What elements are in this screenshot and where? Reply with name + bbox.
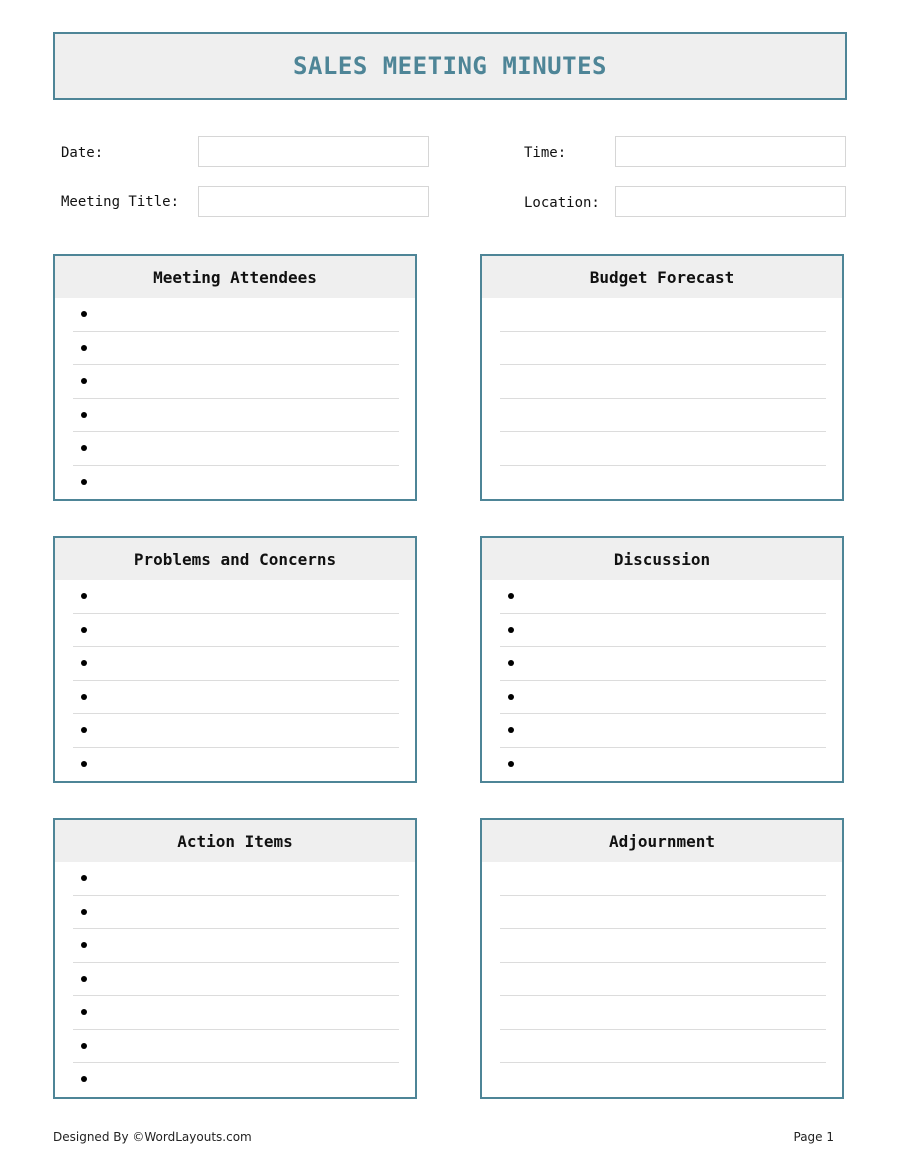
bullet-icon — [81, 761, 87, 767]
bullet-icon — [508, 593, 514, 599]
writing-line[interactable] — [500, 332, 826, 366]
list-item[interactable] — [500, 681, 826, 715]
attendees-header: Meeting Attendees — [55, 256, 415, 298]
budget-header: Budget Forecast — [482, 256, 842, 298]
bullet-icon — [81, 445, 87, 451]
adjournment-lines — [482, 862, 842, 1097]
footer-credit: Designed By ©WordLayouts.com — [53, 1130, 252, 1144]
bullet-icon — [508, 761, 514, 767]
bullet-icon — [81, 412, 87, 418]
list-item[interactable] — [73, 399, 399, 433]
writing-line[interactable] — [500, 929, 826, 963]
adjournment-panel — [480, 818, 844, 1099]
bullet-icon — [508, 660, 514, 666]
adjournment-header: Adjournment — [482, 820, 842, 862]
list-item[interactable] — [73, 963, 399, 997]
attendees-panel — [53, 254, 417, 501]
bullet-icon — [81, 694, 87, 700]
list-item[interactable] — [73, 466, 399, 500]
bullet-icon — [508, 727, 514, 733]
bullet-icon — [508, 694, 514, 700]
page-title: SALES MEETING MINUTES — [293, 52, 607, 80]
writing-line[interactable] — [500, 365, 826, 399]
action-items-header: Action Items — [55, 820, 415, 862]
list-item[interactable] — [73, 714, 399, 748]
list-item[interactable] — [500, 714, 826, 748]
budget-panel — [480, 254, 844, 501]
problems-header: Problems and Concerns — [55, 538, 415, 580]
discussion-list — [482, 580, 842, 781]
discussion-header: Discussion — [482, 538, 842, 580]
bullet-icon — [81, 378, 87, 384]
attendees-list — [55, 298, 415, 499]
list-item[interactable] — [73, 862, 399, 896]
writing-line[interactable] — [500, 862, 826, 896]
writing-line[interactable] — [500, 399, 826, 433]
bullet-icon — [81, 976, 87, 982]
page-number: Page 1 — [793, 1130, 834, 1144]
discussion-panel — [480, 536, 844, 783]
title-banner — [53, 32, 847, 100]
list-item[interactable] — [73, 332, 399, 366]
meeting-title-field[interactable] — [198, 186, 429, 217]
bullet-icon — [81, 875, 87, 881]
list-item[interactable] — [73, 298, 399, 332]
list-item[interactable] — [73, 929, 399, 963]
action-items-panel — [53, 818, 417, 1099]
list-item[interactable] — [500, 614, 826, 648]
list-item[interactable] — [73, 681, 399, 715]
writing-line[interactable] — [500, 996, 826, 1030]
location-label: Location: — [524, 195, 600, 211]
bullet-icon — [81, 1009, 87, 1015]
problems-list — [55, 580, 415, 781]
bullet-icon — [81, 345, 87, 351]
writing-line[interactable] — [500, 1030, 826, 1064]
location-field[interactable] — [615, 186, 846, 217]
action-items-list — [55, 862, 415, 1097]
time-label: Time: — [524, 145, 567, 161]
bullet-icon — [508, 627, 514, 633]
bullet-icon — [81, 311, 87, 317]
list-item[interactable] — [73, 996, 399, 1030]
list-item[interactable] — [73, 748, 399, 782]
budget-lines — [482, 298, 842, 499]
list-item[interactable] — [73, 365, 399, 399]
bullet-icon — [81, 660, 87, 666]
list-item[interactable] — [500, 748, 826, 782]
list-item[interactable] — [73, 1063, 399, 1097]
list-item[interactable] — [73, 432, 399, 466]
time-field[interactable] — [615, 136, 846, 167]
writing-line[interactable] — [500, 466, 826, 500]
bullet-icon — [81, 627, 87, 633]
list-item[interactable] — [73, 580, 399, 614]
list-item[interactable] — [73, 896, 399, 930]
list-item[interactable] — [500, 647, 826, 681]
writing-line[interactable] — [500, 1063, 826, 1097]
writing-line[interactable] — [500, 298, 826, 332]
writing-line[interactable] — [500, 432, 826, 466]
bullet-icon — [81, 727, 87, 733]
date-label: Date: — [61, 145, 104, 161]
bullet-icon — [81, 1043, 87, 1049]
date-field[interactable] — [198, 136, 429, 167]
list-item[interactable] — [73, 614, 399, 648]
list-item[interactable] — [73, 1030, 399, 1064]
bullet-icon — [81, 479, 87, 485]
writing-line[interactable] — [500, 963, 826, 997]
writing-line[interactable] — [500, 896, 826, 930]
bullet-icon — [81, 593, 87, 599]
problems-panel — [53, 536, 417, 783]
meeting-title-label: Meeting Title: — [61, 194, 180, 210]
bullet-icon — [81, 942, 87, 948]
bullet-icon — [81, 909, 87, 915]
bullet-icon — [81, 1076, 87, 1082]
list-item[interactable] — [73, 647, 399, 681]
list-item[interactable] — [500, 580, 826, 614]
